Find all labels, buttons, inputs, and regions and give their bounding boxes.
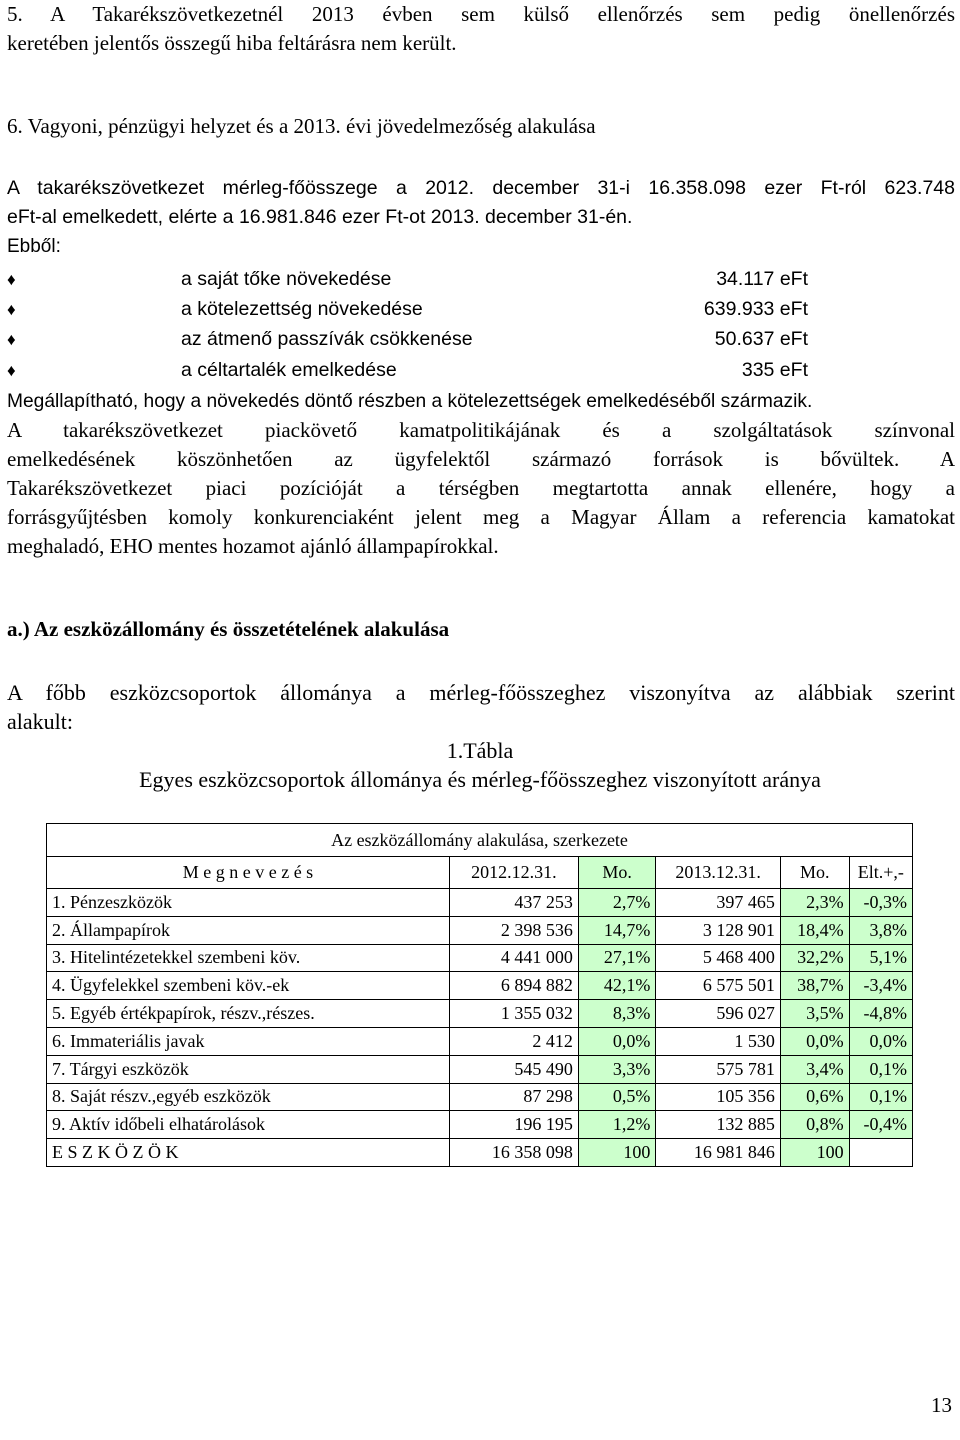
table-row — [47, 1111, 913, 1139]
table-cell: 16 981 846 — [656, 1139, 780, 1167]
subsection-intro-line-2: alakult: — [7, 709, 73, 734]
section-6-intro-line-1: A takarékszövetkezet mérleg-főösszege a 2012. december 31-i 16.358.098 ezer Ft-ról 623.748 — [7, 177, 955, 199]
table-cell: 9. Aktív időbeli elhatárolások — [47, 1111, 450, 1139]
table-cell: 0,5% — [578, 1083, 656, 1111]
section-6-intro-line-3: Ebből: — [7, 236, 61, 257]
bullet-item — [0, 325, 820, 354]
body-line-2: emelkedésének köszönhetően az ügyfelektől származó források is bővültek. A — [7, 447, 955, 471]
table-cell: -3,4% — [849, 972, 912, 1000]
table-cell: 14,7% — [578, 916, 656, 944]
table-cell: 6 894 882 — [449, 972, 578, 1000]
table-cell: 16 358 098 — [449, 1139, 578, 1167]
table-cell: 6 575 501 — [656, 972, 780, 1000]
table-cell: 3. Hitelintézetekkel szembeni köv. — [47, 944, 450, 972]
diamond-bullet-icon: ♦ — [7, 300, 16, 319]
column-header: Mo. — [780, 857, 849, 889]
table-cell: 397 465 — [656, 889, 780, 917]
table-cell: 0,0% — [849, 1027, 912, 1055]
table-cell: 3,3% — [578, 1055, 656, 1083]
table-cell: 437 253 — [449, 889, 578, 917]
bullet-item — [0, 295, 820, 324]
table-cell: 7. Tárgyi eszközök — [47, 1055, 450, 1083]
bullet-item — [0, 265, 820, 294]
table-cell: 196 195 — [449, 1111, 578, 1139]
table-number: 1.Tábla — [446, 738, 514, 763]
subsection-intro-line-1: A főbb eszközcsoportok állománya a mérleg-főösszeghez viszonyítva az alábbiak szerint — [7, 680, 955, 705]
table-row — [47, 1027, 913, 1055]
table-cell: 596 027 — [656, 1000, 780, 1028]
table-row — [47, 1055, 913, 1083]
table-cell: 0,6% — [780, 1083, 849, 1111]
table-cell: -0,3% — [849, 889, 912, 917]
table-cell: 32,2% — [780, 944, 849, 972]
diamond-bullet-icon: ♦ — [7, 361, 16, 380]
table-cell: 100 — [780, 1139, 849, 1167]
table-cell: 1,2% — [578, 1111, 656, 1139]
table-cell: 8,3% — [578, 1000, 656, 1028]
bullet-label: a saját tőke növekedése — [181, 268, 392, 290]
column-header: 2013.12.31. — [656, 857, 780, 889]
table-cell: 100 — [578, 1139, 656, 1167]
bullet-label: az átmenő passzívák csökkenése — [181, 328, 473, 350]
table-cell: 2 398 536 — [449, 916, 578, 944]
bullet-label: a kötelezettség növekedése — [181, 298, 423, 320]
diamond-bullet-icon: ♦ — [7, 330, 16, 349]
table-cell: 0,0% — [780, 1027, 849, 1055]
column-header: M e g n e v e z é s — [47, 857, 450, 889]
column-header: Elt.+,- — [849, 857, 912, 889]
table-cell: 545 490 — [449, 1055, 578, 1083]
table-header-row — [47, 857, 913, 889]
table-cell: 2,7% — [578, 889, 656, 917]
table-cell: 5,1% — [849, 944, 912, 972]
table-cell: 0,1% — [849, 1055, 912, 1083]
table-row — [47, 1083, 913, 1111]
table-row — [47, 972, 913, 1000]
bullet-value: 639.933 eFt — [703, 298, 808, 320]
conclusion-text: Megállapítható, hogy a növekedés döntő részben a kötelezettségek emelkedéséből származik. — [7, 391, 813, 412]
table-cell: 132 885 — [656, 1111, 780, 1139]
table-cell: 1 530 — [656, 1027, 780, 1055]
body-line-1: A takarékszövetkezet piackövető kamatpolitikájának és a szolgáltatások színvonal — [7, 418, 955, 442]
table-cell: 2. Állampapírok — [47, 916, 450, 944]
section-6-heading: 6. Vagyoni, pénzügyi helyzet és a 2013. évi jövedelmezőség alakulása — [7, 114, 596, 138]
bullet-item — [0, 356, 820, 385]
table-row — [47, 1000, 913, 1028]
section-6-intro-line-2: eFt-al emelkedett, elérte a 16.981.846 ezer Ft-ot 2013. december 31-én. — [7, 206, 633, 228]
table-cell: -4,8% — [849, 1000, 912, 1028]
table-caption-row — [47, 824, 913, 857]
table-cell: -0,4% — [849, 1111, 912, 1139]
table-cell: 1. Pénzeszközök — [47, 889, 450, 917]
table-cell: 5. Egyéb értékpapírok, részv.,részes. — [47, 1000, 450, 1028]
table-total-row — [47, 1139, 913, 1167]
table-cell: 4. Ügyfelekkel szembeni köv.-ek — [47, 972, 450, 1000]
table-body — [47, 889, 913, 1167]
table-cell: 2,3% — [780, 889, 849, 917]
table-cell: 8. Saját részv.,egyéb eszközök — [47, 1083, 450, 1111]
table-cell: 0,0% — [578, 1027, 656, 1055]
body-line-4: forrásgyűjtésben komoly konkurenciaként jelent meg a Magyar Állam a referencia kamatokat — [7, 505, 955, 529]
paragraph-5-line-2: keretében jelentős összegű hiba feltárásra nem került. — [7, 31, 457, 55]
table-cell: 1 355 032 — [449, 1000, 578, 1028]
diamond-bullet-icon: ♦ — [7, 270, 16, 289]
table-row — [47, 889, 913, 917]
table-cell: 42,1% — [578, 972, 656, 1000]
table-cell: 4 441 000 — [449, 944, 578, 972]
bullet-value: 335 eFt — [741, 359, 808, 381]
table-cell: 5 468 400 — [656, 944, 780, 972]
body-line-3: Takarékszövetkezet piaci pozícióját a térségben megtartotta annak ellenére, hogy a — [7, 476, 955, 500]
page-number: 13 — [931, 1393, 952, 1417]
bullet-label: a céltartalék emelkedése — [181, 359, 397, 381]
table-cell: 38,7% — [780, 972, 849, 1000]
asset-composition-table — [46, 823, 913, 1167]
table-title: Egyes eszközcsoportok állománya és mérleg-főösszeghez viszonyított aránya — [139, 767, 821, 792]
table-cell: 0,1% — [849, 1083, 912, 1111]
table-row — [47, 944, 913, 972]
table-cell: E S Z K Ö Z Ö K — [47, 1139, 450, 1167]
column-header: 2012.12.31. — [449, 857, 578, 889]
table-row — [47, 916, 913, 944]
table-cell: 27,1% — [578, 944, 656, 972]
table-cell: 0,8% — [780, 1111, 849, 1139]
body-line-5: meghaladó, EHO mentes hozamot ajánló állampapírokkal. — [7, 534, 499, 558]
table-cell: 3,4% — [780, 1055, 849, 1083]
bullet-value: 50.637 eFt — [714, 328, 808, 350]
table-cell: 6. Immateriális javak — [47, 1027, 450, 1055]
paragraph-5-line-1: 5. A Takarékszövetkezetnél 2013 évben sem külső ellenőrzés sem pedig önellenőrzés — [7, 2, 955, 26]
table-cell: 3,8% — [849, 916, 912, 944]
bullet-value: 34.117 eFt — [716, 268, 808, 290]
table-cell: 2 412 — [449, 1027, 578, 1055]
table-cell: 3 128 901 — [656, 916, 780, 944]
subsection-heading: a.) Az eszközállomány és összetételének alakulása — [7, 617, 450, 641]
table-cell: 105 356 — [656, 1083, 780, 1111]
table-cell: 18,4% — [780, 916, 849, 944]
table-cell: 87 298 — [449, 1083, 578, 1111]
table-cell: 3,5% — [780, 1000, 849, 1028]
column-header: Mo. — [578, 857, 656, 889]
table-cell: 575 781 — [656, 1055, 780, 1083]
table-caption: Az eszközállomány alakulása, szerkezete — [47, 824, 913, 857]
table-cell — [849, 1139, 912, 1167]
